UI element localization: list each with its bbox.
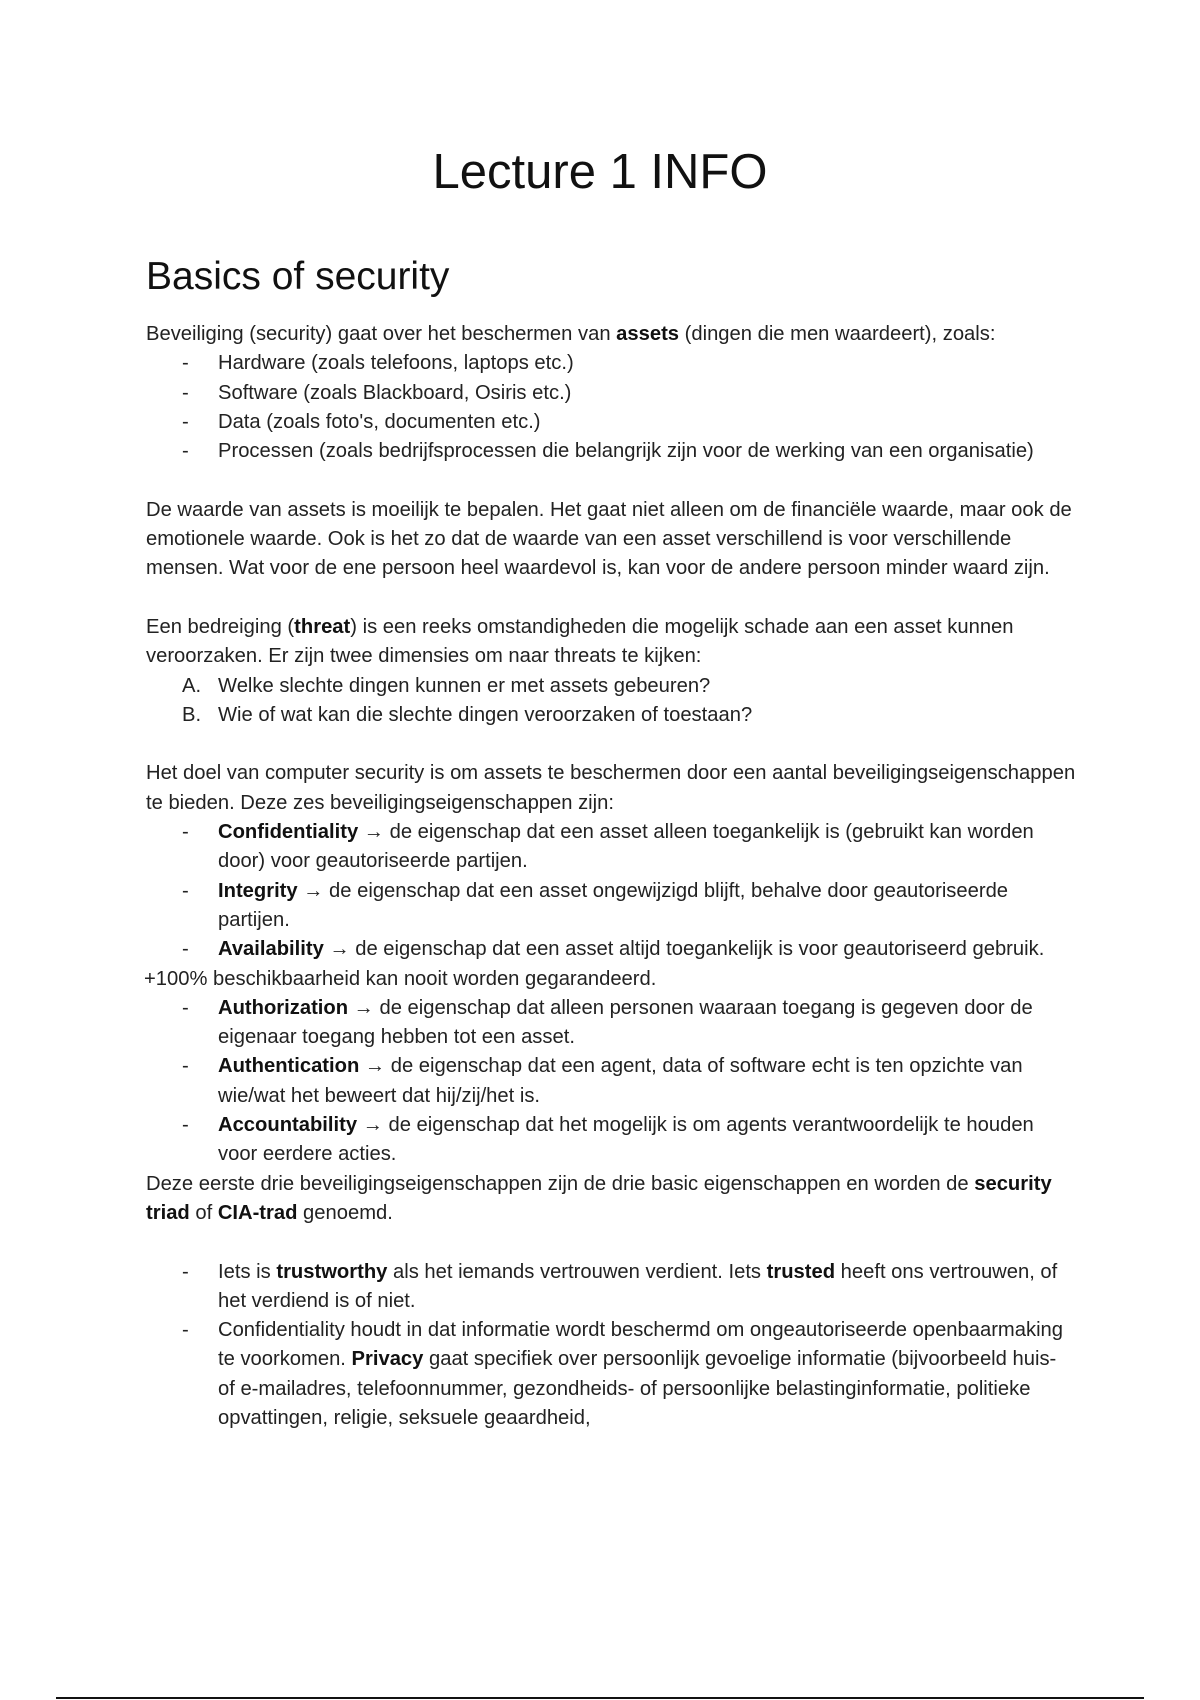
term-authentication: Authentication [218,1055,360,1078]
dash-marker: - [182,1114,189,1137]
dash-marker: - [182,1055,189,1078]
paragraph-threat: Een bedreiging (threat) is een reeks omstandigheden die mogelijk schade aan een asset kunnen veroorzaken. Er zijn twee dimensies om naar threats te kijken: [146,615,1014,668]
term-accountability: Accountability [218,1114,358,1137]
term-assets: assets [616,323,680,345]
letter-marker: A. [182,674,202,697]
document-body [146,320,1076,1433]
dash-marker: - [182,352,189,375]
dash-marker: - [182,1260,189,1283]
list-item: B. Wie of wat kan die slechte dingen veroorzaken of toestaan? [146,701,1076,730]
dash-marker: - [182,381,189,404]
term-authorization: Authorization [218,996,349,1019]
term-cia-trad: CIA-trad [217,1201,298,1224]
trust-list [146,1258,1076,1434]
list-item: - Confidentiality → de eigenschap dat een asset alleen toegankelijk is (gebruikt kan worden door) voor geautoriseerde partijen. [146,818,1076,877]
list-item: - Processen (zoals bedrijfsprocessen die belangrijk zijn voor de werking van een organisatie) [146,437,1076,466]
list-item: - Iets is trustworthy als het iemands vertrouwen verdient. Iets trusted heeft ons vertrouwen, of het verdiend is of niet. [146,1258,1076,1317]
dash-marker: - [182,410,189,433]
term-confidentiality: Confidentiality [218,821,359,844]
section-heading: Basics of security [146,255,450,298]
page-title: Lecture 1 INFO [432,145,768,199]
term-integrity: Integrity [218,879,298,902]
term-availability: Availability [218,938,324,961]
term-threat: threat [294,615,351,638]
paragraph-assets: Beveiliging (security) gaat over het beschermen van assets (dingen die men waardeert), zoals: [146,323,996,345]
list-item: - Availability → de eigenschap dat een asset altijd toegankelijk is voor geautoriseerd gebruik. [146,935,1076,964]
dash-marker: - [182,996,189,1019]
dash-marker: - [182,938,189,961]
list-item: - Authorization → de eigenschap dat alleen personen waaraan toegang is gegeven door de eigenaar toegang hebben tot een asset. [146,994,1076,1053]
dash-marker: - [182,1319,189,1342]
property-list-secondary [146,994,1076,1170]
list-item: - Software (zoals Blackboard, Osiris etc.) [146,379,1076,408]
paragraph-security-goal: Het doel van computer security is om assets te beschermen door een aantal beveiligingseigenschappen te bieden. Deze zes beveiligingseigenschappen zijn: [146,762,1076,814]
term-trustworthy: trustworthy [276,1260,388,1283]
letter-marker: B. [182,703,202,726]
term-security-triad: security triad [146,1172,1052,1224]
availability-note: +100% beschikbaarheid kan nooit worden gegarandeerd. [144,967,657,990]
page-bottom-rule [56,1697,1144,1699]
list-item: - Accountability → de eigenschap dat het mogelijk is om agents verantwoordelijk te houden voor eerdere acties. [146,1111,1076,1170]
paragraph-asset-value: De waarde van assets is moeilijk te bepalen. Het gaat niet alleen om de financiële waarde, maar ook de emotionele waarde. Ook is het zo dat de waarde van een asset verschillend is voor verschillende mensen. Wat voor de ene persoon heel waardevol is, kan voor de andere persoon minder waard zijn. [146,498,1072,580]
term-privacy: Privacy [351,1348,424,1371]
list-item: - Authentication → de eigenschap dat een agent, data of software echt is ten opzichte van wie/wat het beweert dat hij/zij/het is. [146,1052,1076,1111]
dash-marker: - [182,821,189,844]
paragraph-cia-triad: Deze eerste drie beveiligingseigenschappen zijn de drie basic eigenschappen en worden de security triad of CIA-trad genoemd. [146,1172,1052,1224]
term-trusted: trusted [766,1260,836,1283]
property-list-primary [146,818,1076,964]
dash-marker: - [182,879,189,902]
dash-marker: - [182,440,189,463]
list-item: - Confidentiality houdt in dat informatie wordt beschermd om ongeautoriseerde openbaarmaking te voorkomen. Privacy gaat specifiek over persoonlijk gevoelige informatie (bijvoorbeeld huis- of e-mailadres, telefoonnummer, gezondheids- of persoonlijke belastinginformatie, politieke opvattingen, religie, seksuele geaardheid, [146,1316,1076,1433]
list-item: A. Welke slechte dingen kunnen er met assets gebeuren? [146,672,1076,701]
list-item: - Data (zoals foto's, documenten etc.) [146,408,1076,437]
threat-dimension-list [146,672,1076,731]
list-item: - Integrity → de eigenschap dat een asset ongewijzigd blijft, behalve door geautoriseerde partijen. [146,877,1076,936]
asset-list [146,349,1076,466]
list-item: - Hardware (zoals telefoons, laptops etc.) [146,349,1076,378]
